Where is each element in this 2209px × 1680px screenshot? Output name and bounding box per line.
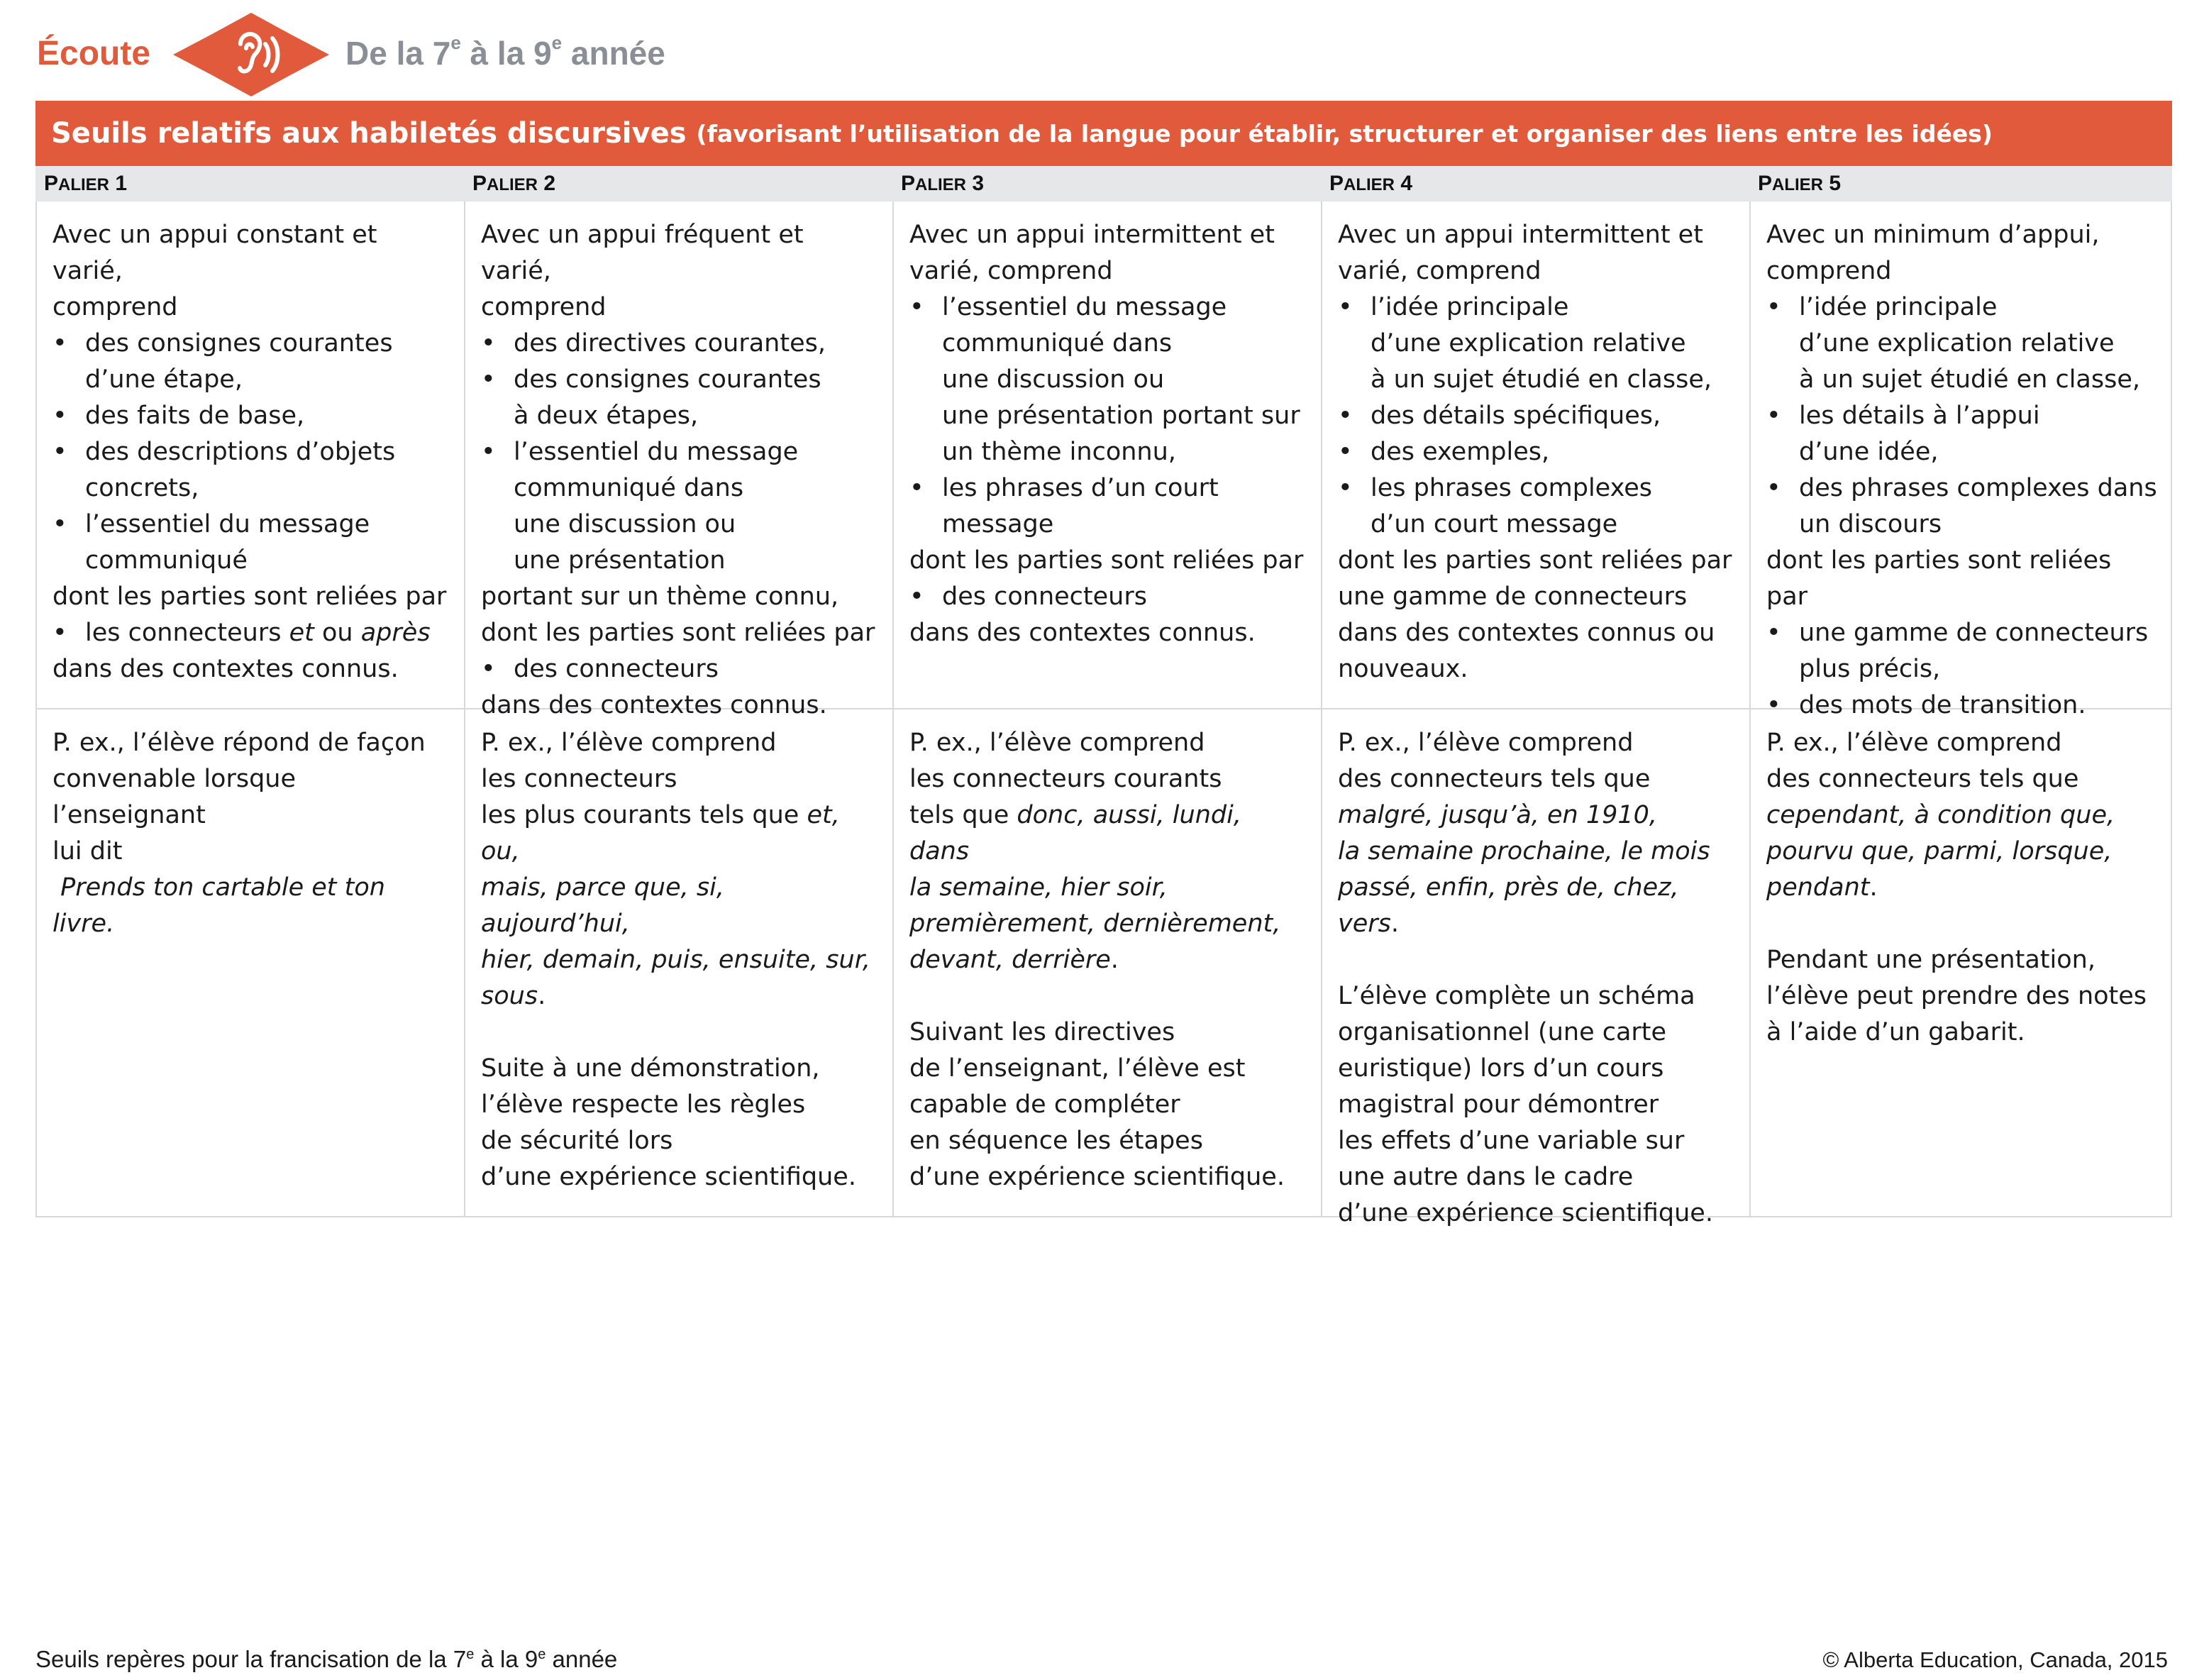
example-cell-palier-1: P. ex., l’élève répond de façon convenable lorsque l’enseignant lui dit Prends ton cartable et ton livre. xyxy=(35,709,464,1217)
descriptor-cell-palier-5: Avec un minimum d’appui, comprend • l’idée principale d’une explication relative à un sujet étudié en classe, • les détails à l’appui d’une idée, • des phrases complexes dans un discours dont les parties sont reliées par • une gamme de connecteurs plus précis, • des mots de transition. xyxy=(1749,201,2172,709)
table-subtitle: (favorisant l’utilisation de la langue pour établir, structurer et organiser des liens entre les idées) xyxy=(696,119,1993,148)
example-cell-palier-5: P. ex., l’élève comprend des connecteurs tels que cependant, à condition que, pourvu que, parmi, lorsque, pendant. Pendant une présentation, l’élève peut prendre des notes à l’aide d’un gabarit. xyxy=(1749,709,2172,1217)
ear-sound-icon xyxy=(173,13,329,96)
example-cell-palier-4: P. ex., l’élève comprend des connecteurs tels que malgré, jusqu’à, en 1910, la semaine prochaine, le mois passé, enfin, près de, chez, vers. L’élève complète un schéma organisationnel (une carte euristique) lors d’un cours magistral pour démontrer les effets d’une variable sur une autre dans le cadre d’une expérience scientifique. xyxy=(1321,709,1749,1217)
palier-3-header: PALIER 3 xyxy=(901,172,985,195)
examples-row xyxy=(35,709,2172,1227)
page-header xyxy=(37,13,2165,91)
example-cell-palier-2: P. ex., l’élève comprend les connecteurs les plus courants tels que et, ou, mais, parce que, si, aujourd’hui, hier, demain, puis, ensuite, sur, sous. Suite à une démonstration, l’élève respecte les règles de sécurité lors d’une expérience scientifique. xyxy=(464,709,892,1217)
example-cell-palier-3: P. ex., l’élève comprend les connecteurs courants tels que donc, aussi, lundi, dans la semaine, hier soir, premièrement, dernièrement, devant, derrière. Suivant les directives de l’enseignant, l’élève est capable de compléter en séquence les étapes d’une expérience scientifique. xyxy=(892,709,1321,1217)
palier-1-header: PALIER 1 xyxy=(44,172,128,195)
palier-4-header: PALIER 4 xyxy=(1329,172,1413,195)
palier-header-row xyxy=(35,166,2172,201)
section-title: Écoute xyxy=(37,35,151,72)
palier-5-header: PALIER 5 xyxy=(1758,172,1842,195)
table-title-bar xyxy=(35,101,2172,166)
descriptor-cell-palier-2: Avec un appui fréquent et varié, comprend • des directives courantes, • des consignes courantes à deux étapes, • l’essentiel du message communiqué dans une discussion ou une présentation portant sur un thème connu, dont les parties sont reliées par • des connecteurs dans des contextes connus. xyxy=(464,201,892,709)
table-title: Seuils relatifs aux habiletés discursives xyxy=(51,117,687,150)
footer-document-title: Seuils repères pour la francisation de la 7e à la 9e année xyxy=(35,1646,618,1672)
descriptors-row xyxy=(35,201,2172,719)
palier-2-header: PALIER 2 xyxy=(472,172,556,195)
thresholds-table xyxy=(35,101,2172,1227)
grade-range: De la 7e à la 9e année xyxy=(345,31,665,72)
descriptor-cell-palier-4: Avec un appui intermittent et varié, comprend • l’idée principale d’une explication relative à un sujet étudié en classe, • des détails spécifiques, • des exemples, • les phrases complexes d’un court message dont les parties sont reliées par une gamme de connecteurs dans des contextes connus ou nouveaux. xyxy=(1321,201,1749,709)
footer-copyright: © Alberta Education, Canada, 2015 xyxy=(1822,1647,2168,1672)
descriptor-cell-palier-3: Avec un appui intermittent et varié, comprend • l’essentiel du message communiqué dans une discussion ou une présentation portant sur un thème inconnu, • les phrases d’un court message dont les parties sont reliées par • des connecteurs dans des contextes connus. xyxy=(892,201,1321,709)
descriptor-cell-palier-1: Avec un appui constant et varié, comprend • des consignes courantes d’une étape, • des faits de base, • des descriptions d’objets concrets, • l’essentiel du message communiqué dont les parties sont reliées par • les connecteurs et ou après dans des contextes connus. xyxy=(35,201,464,709)
